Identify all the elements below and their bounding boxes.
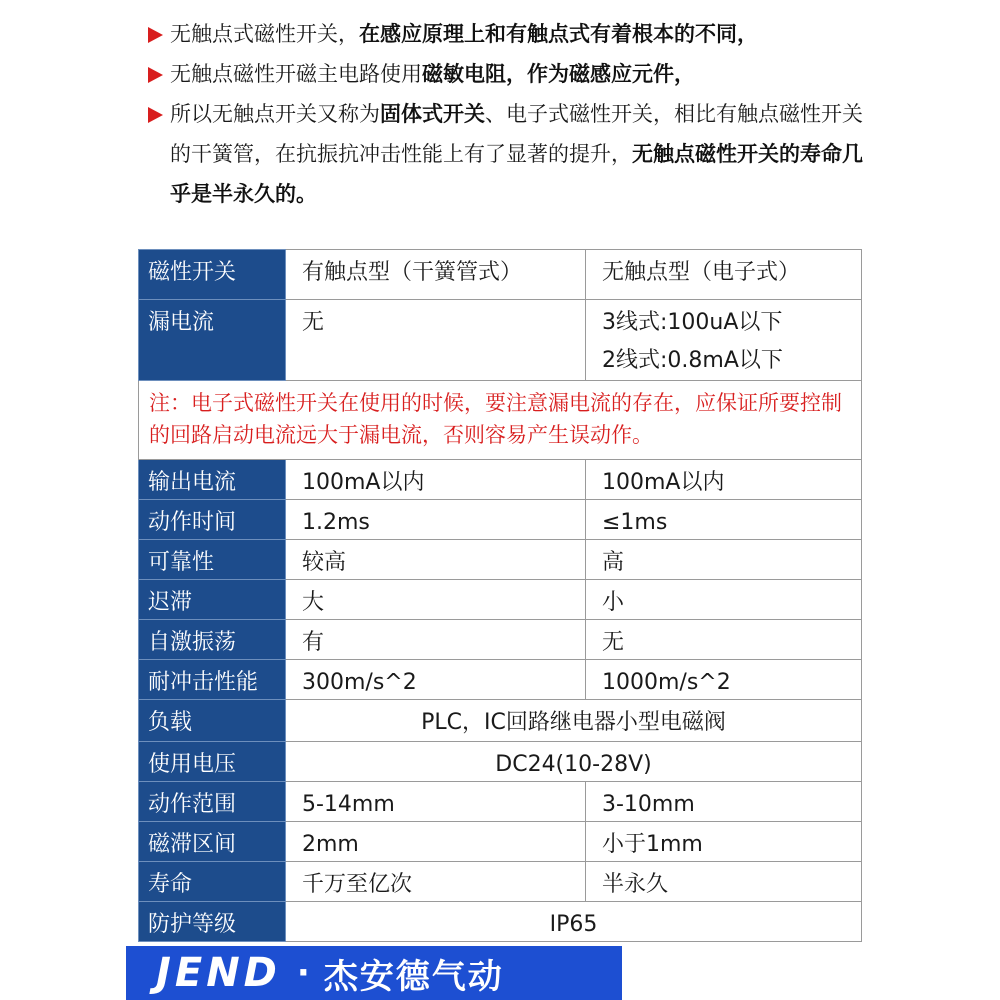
table-row (139, 660, 862, 700)
row-label: 迟滞 (139, 580, 286, 620)
table-cell: ≤1ms (586, 500, 862, 540)
table-cell: 无 (286, 300, 586, 381)
leakage-3wire: 3线式:100uA以下 (602, 310, 783, 335)
table-cell: 小于1mm (586, 822, 862, 862)
arrow-right-icon (148, 107, 163, 123)
table-cell: 300m/s^2 (286, 660, 586, 700)
row-label: 可靠性 (139, 540, 286, 580)
arrow-right-icon (148, 67, 163, 83)
table-row (139, 822, 862, 862)
intro-text (148, 14, 868, 214)
table-cell: IP65 (286, 902, 862, 942)
row-label: 漏电流 (139, 300, 286, 381)
row-label: 自激振荡 (139, 620, 286, 660)
table-cell (586, 300, 862, 381)
col-header-contactless: 无触点型（电子式） (586, 250, 862, 300)
row-label: 防护等级 (139, 902, 286, 942)
table-cell: 小 (586, 580, 862, 620)
row-label: 使用电压 (139, 742, 286, 782)
table-row (139, 250, 862, 300)
leakage-2wire: 2线式:0.8mA以下 (602, 348, 783, 373)
brand-separator: · (296, 953, 310, 993)
table-cell: 100mA以内 (286, 460, 586, 500)
row-label: 耐冲击性能 (139, 660, 286, 700)
table-cell: 千万至亿次 (286, 862, 586, 902)
spec-table (138, 249, 862, 942)
row-label: 磁性开关 (139, 250, 286, 300)
table-row (139, 902, 862, 942)
table-row (139, 460, 862, 500)
table-row (139, 620, 862, 660)
table-cell: 3-10mm (586, 782, 862, 822)
col-header-contact: 有触点型（干簧管式） (286, 250, 586, 300)
table-row (139, 862, 862, 902)
arrow-right-icon (148, 27, 163, 43)
table-row (139, 742, 862, 782)
table-cell: 大 (286, 580, 586, 620)
row-label: 动作范围 (139, 782, 286, 822)
table-cell: 有 (286, 620, 586, 660)
table-cell: 较高 (286, 540, 586, 580)
row-label: 输出电流 (139, 460, 286, 500)
row-label: 磁滞区间 (139, 822, 286, 862)
intro-bullet-2: 无触点磁性开磁主电路使用磁敏电阻，作为磁感应元件， (148, 54, 868, 94)
note-row (139, 381, 862, 460)
table-row (139, 540, 862, 580)
table-cell: 无 (586, 620, 862, 660)
row-label: 负载 (139, 700, 286, 742)
table-row (139, 300, 862, 381)
brand-mark: JEND (156, 950, 281, 996)
table-cell: 高 (586, 540, 862, 580)
brand-name: 杰安德气动 (323, 956, 504, 997)
table-cell: 1000m/s^2 (586, 660, 862, 700)
table-cell: DC24(10-28V) (286, 742, 862, 782)
table-row (139, 782, 862, 822)
intro-bullet-1: 无触点式磁性开关，在感应原理上和有触点式有着根本的不同， (148, 14, 868, 54)
table-row (139, 580, 862, 620)
table-cell: 半永久 (586, 862, 862, 902)
table-cell: PLC，IC回路继电器小型电磁阀 (286, 700, 862, 742)
intro-bullet-3: 所以无触点开关又称为固体式开关、电子式磁性开关，相比有触点磁性开关的干簧管，在抗振抗冲击性能上有了显著的提升，无触点磁性开关的寿命几乎是半永久的。 (148, 94, 868, 214)
table-row (139, 700, 862, 742)
leakage-note: 注：电子式磁性开关在使用的时候，要注意漏电流的存在，应保证所要控制的回路启动电流远大于漏电流，否则容易产生误动作。 (139, 381, 862, 460)
brand-logo (126, 946, 622, 1000)
row-label: 动作时间 (139, 500, 286, 540)
table-row (139, 500, 862, 540)
table-cell: 100mA以内 (586, 460, 862, 500)
table-cell: 5-14mm (286, 782, 586, 822)
table-cell: 2mm (286, 822, 586, 862)
table-cell: 1.2ms (286, 500, 586, 540)
row-label: 寿命 (139, 862, 286, 902)
